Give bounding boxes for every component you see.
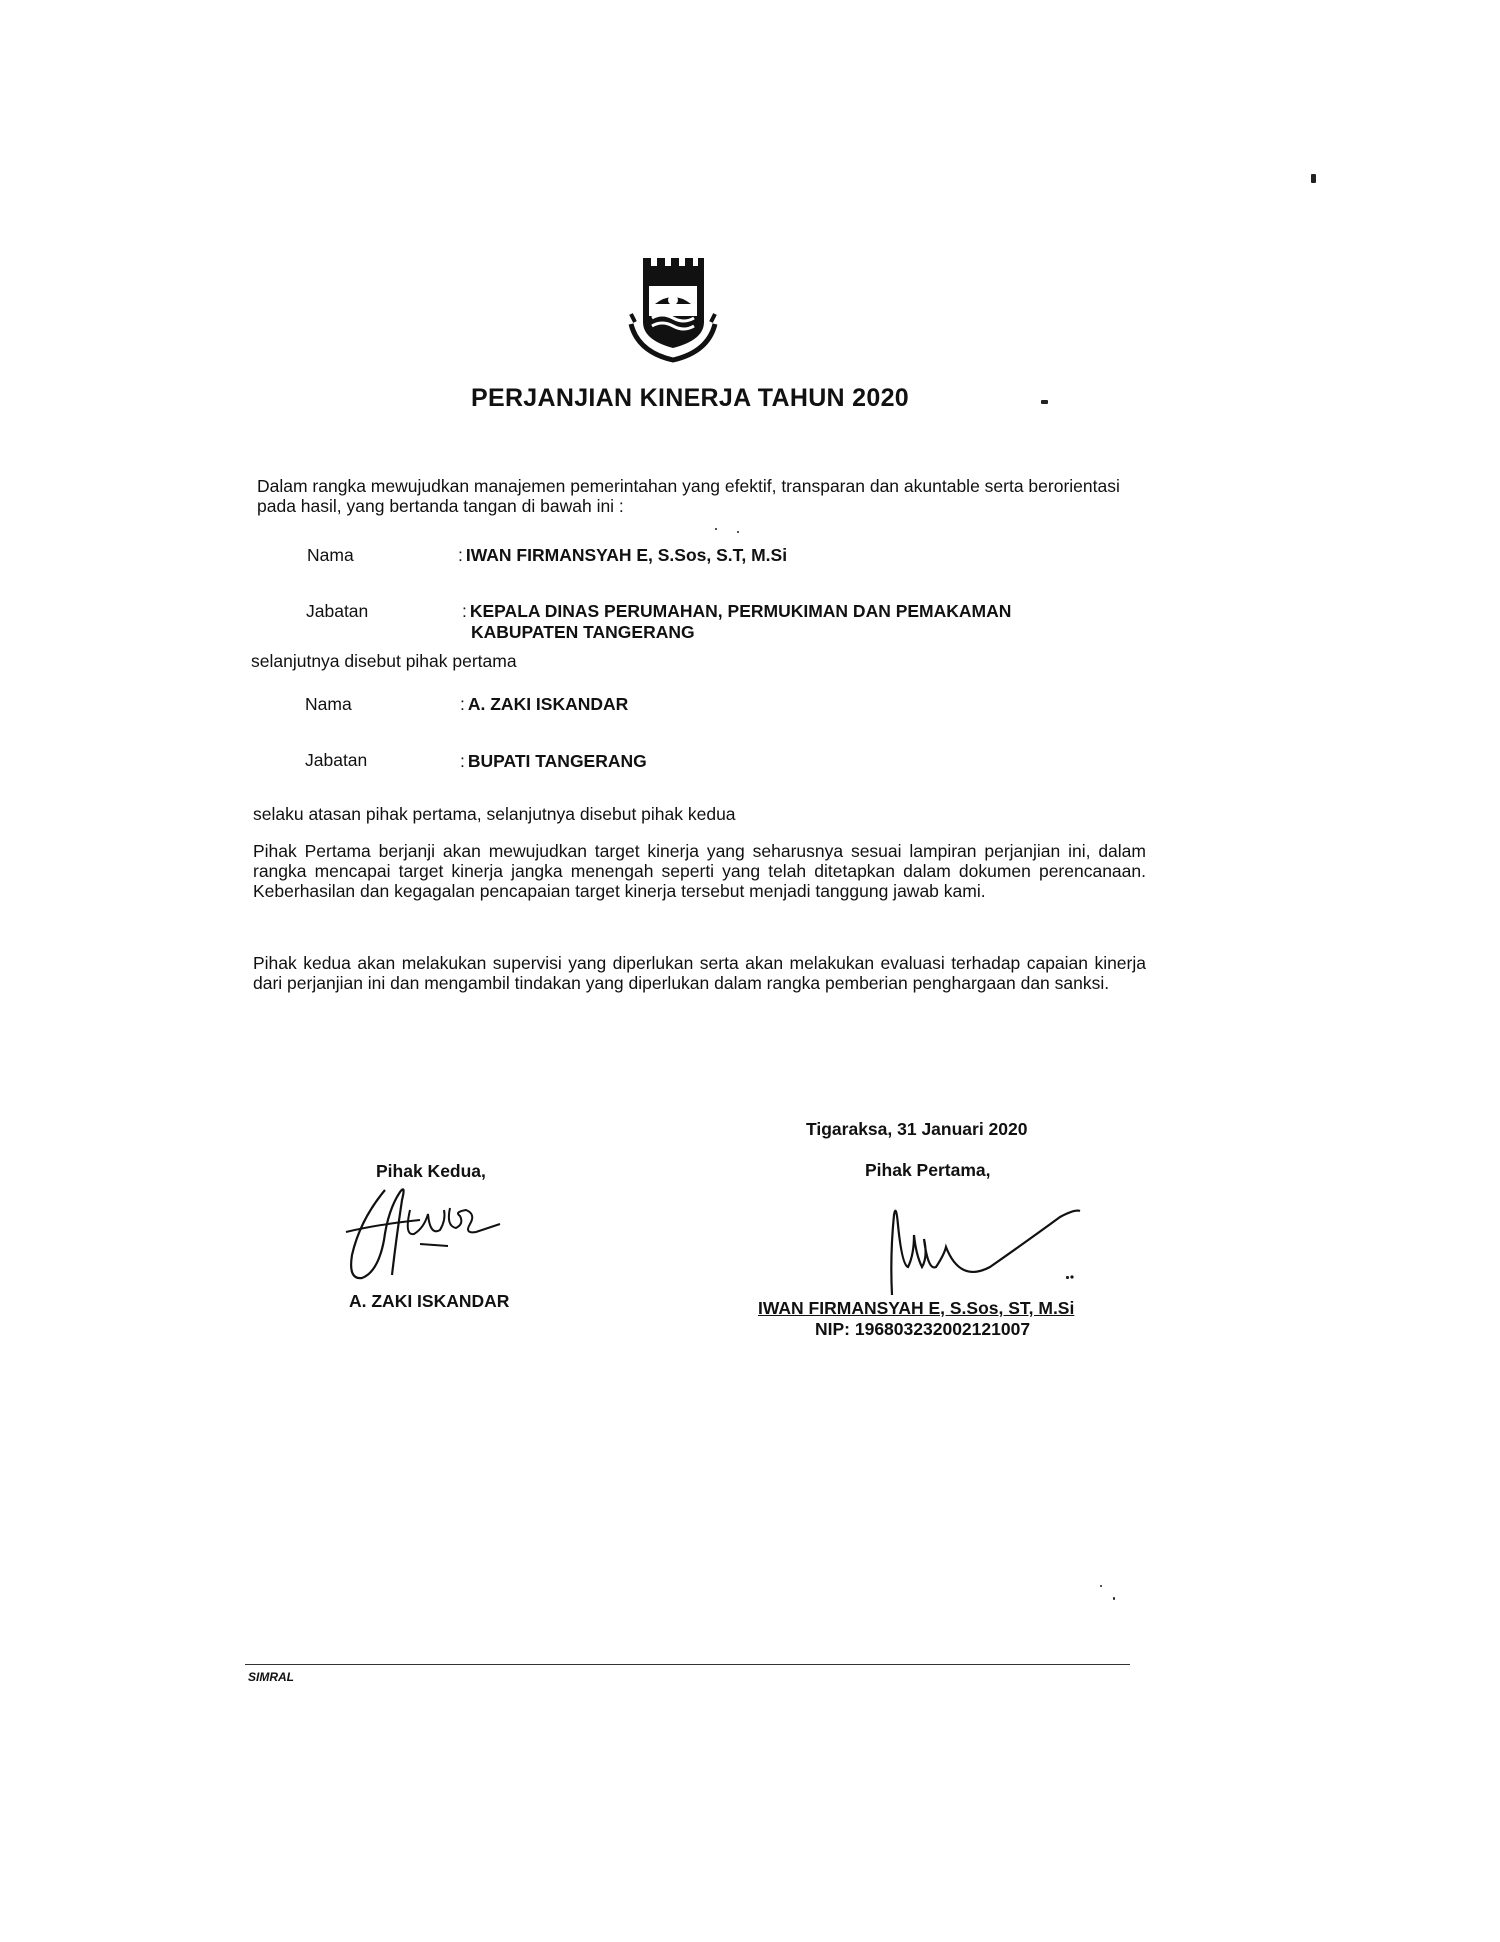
- colon: :: [458, 545, 463, 565]
- first-party-nama-value: [458, 545, 787, 566]
- second-party-role: Pihak Kedua,: [376, 1161, 486, 1181]
- second-party-jabatan: BUPATI TANGERANG: [467, 751, 647, 771]
- first-party-jabatan-line2: KABUPATEN TANGERANG: [471, 622, 695, 642]
- scan-speck: [1311, 174, 1316, 183]
- intro-paragraph: Dalam rangka mewujudkan manajemen pemerintahan yang efektif, transparan dan akuntable serta berorientasi pada hasil, yang bertanda tangan di bawah ini :: [257, 476, 1120, 516]
- colon: :: [460, 694, 465, 714]
- second-party-jabatan-label: Jabatan: [305, 750, 368, 770]
- scan-speck: [1100, 1585, 1102, 1587]
- footer-label: SIMRAL: [248, 1670, 294, 1684]
- second-party-designation: selaku atasan pihak pertama, selanjutnya disebut pihak kedua: [253, 804, 736, 824]
- second-party-name: A. ZAKI ISKANDAR: [467, 694, 629, 714]
- second-party-signatory-name: A. ZAKI ISKANDAR: [349, 1291, 510, 1311]
- first-party-name: IWAN FIRMANSYAH E, S.Sos, S.T, M.Si: [465, 545, 788, 565]
- first-party-jabatan-line1: KEPALA DINAS PERUMAHAN, PERMUKIMAN DAN PEMAKAMAN: [469, 601, 1012, 621]
- scan-speck: [737, 531, 739, 533]
- first-party-nama-label: Nama: [307, 545, 354, 565]
- second-party-signature-icon: [340, 1180, 540, 1290]
- scan-speck: [1113, 1597, 1115, 1600]
- second-party-jabatan-value: [460, 751, 647, 772]
- first-party-designation: selanjutnya disebut pihak pertama: [251, 651, 517, 671]
- second-party-nama-value: [460, 694, 628, 715]
- first-party-role: Pihak Pertama,: [865, 1160, 991, 1180]
- colon: :: [462, 601, 467, 621]
- first-party-signatory-name: IWAN FIRMANSYAH E, S.Sos, ST, M.Si: [758, 1298, 1075, 1318]
- first-party-jabatan-label: Jabatan: [306, 601, 369, 621]
- document-title: PERJANJIAN KINERJA TAHUN 2020: [471, 384, 909, 412]
- scan-speck: [715, 528, 717, 530]
- footer-divider: [245, 1664, 1130, 1665]
- place-date: Tigaraksa, 31 Januari 2020: [806, 1119, 1028, 1139]
- colon: :: [460, 751, 465, 771]
- first-party-signature-icon: [880, 1195, 1100, 1305]
- first-party-nip: NIP: 196803232002121007: [815, 1319, 1031, 1339]
- regency-emblem-icon: [628, 256, 718, 364]
- second-party-nama-label: Nama: [305, 694, 352, 714]
- supervision-paragraph: Pihak kedua akan melakukan supervisi yang diperlukan serta akan melakukan evaluasi terhadap capaian kinerja dari perjanjian ini dan mengambil tindakan yang diperlukan dalam rangka pemberian penghargaan dan sanksi.: [253, 953, 1146, 993]
- commitment-paragraph: Pihak Pertama berjanji akan mewujudkan target kinerja yang seharusnya sesuai lampiran perjanjian ini, dalam rangka mencapai target kinerja jangka menengah seperti yang telah ditetapkan dalam dokumen perencanaan. Keberhasilan dan kegagalan pencapaian target kinerja tersebut menjadi tanggung jawab kami.: [253, 841, 1146, 901]
- first-party-jabatan-value: [462, 601, 1011, 622]
